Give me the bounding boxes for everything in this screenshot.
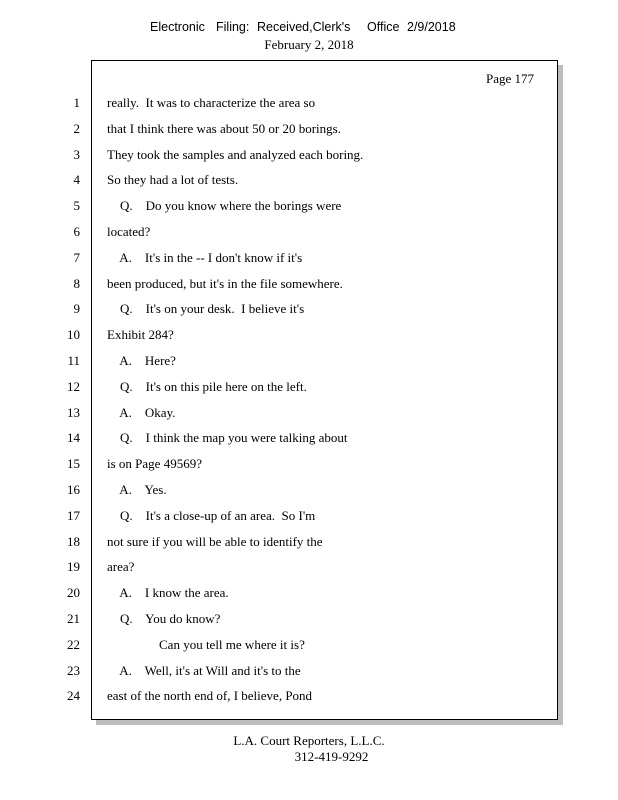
transcript-line (0, 611, 618, 631)
line-number: 19 (67, 559, 80, 575)
line-text: A. Well, it's at Will and it's to the (107, 662, 301, 678)
line-number: 12 (67, 378, 80, 394)
transcript-line (0, 276, 618, 296)
line-number: 13 (67, 404, 80, 420)
transcript-line (0, 482, 618, 502)
transcript-line (0, 430, 618, 450)
stamp-date: 2/9/2018 (407, 20, 456, 34)
line-text: Q. It's a close-up of an area. So I'm (107, 507, 316, 523)
line-number: 22 (67, 636, 80, 652)
footer-phone: 312-419-9292 (294, 749, 369, 764)
line-number: 5 (73, 198, 80, 214)
transcript-line (0, 534, 618, 554)
transcript-line (0, 456, 618, 476)
line-text: A. I know the area. (107, 585, 229, 601)
line-text: located? (107, 224, 151, 239)
line-text: Q. It's on this pile here on the left. (107, 378, 307, 394)
transcript-line (0, 353, 618, 373)
line-text: Q. It's on your desk. I believe it's (107, 301, 305, 317)
line-text: A. Okay. (107, 404, 176, 420)
line-text: They took the samples and analyzed each boring. (107, 146, 364, 162)
line-text: So they had a lot of tests. (107, 172, 239, 188)
stamp-filing: Filing: (216, 20, 250, 34)
line-text: A. Yes. (107, 482, 167, 497)
line-number: 4 (73, 172, 80, 188)
line-number: 15 (67, 456, 80, 472)
line-number: 7 (73, 249, 80, 265)
line-number: 1 (73, 95, 80, 110)
header-date: February 2, 2018 (264, 37, 354, 52)
line-number: 17 (67, 507, 80, 523)
transcript-line (0, 301, 618, 321)
transcript-line (0, 688, 618, 708)
line-number: 16 (67, 482, 80, 497)
line-text: A. Here? (107, 353, 176, 368)
line-number: 3 (73, 146, 80, 162)
footer-phone-row (0, 749, 618, 765)
transcript-line (0, 224, 618, 244)
transcript-line (0, 637, 618, 657)
transcript-line (0, 327, 618, 347)
line-number: 2 (73, 120, 80, 136)
line-text: been produced, but it's in the file somewhere. (107, 275, 343, 291)
transcript-line (0, 663, 618, 683)
line-text: area? (107, 559, 135, 575)
transcript-line (0, 379, 618, 399)
transcript-line (0, 250, 618, 270)
stamp-received: Received,Clerk's (257, 20, 351, 34)
line-text: Exhibit 284? (107, 327, 174, 343)
transcript-line (0, 559, 618, 579)
line-number: 11 (67, 353, 80, 368)
line-number: 20 (67, 585, 80, 601)
footer-company: L.A. Court Reporters, L.L.C. (233, 733, 385, 748)
transcript-line (0, 405, 618, 425)
line-text: really. It was to characterize the area so (107, 95, 316, 110)
line-number: 14 (67, 430, 80, 446)
filing-stamp (0, 20, 618, 38)
line-number: 9 (73, 301, 80, 317)
line-text: that I think there was about 50 or 20 borings. (107, 120, 341, 136)
transcript-line (0, 147, 618, 167)
transcript-line (0, 172, 618, 192)
line-number: 8 (73, 275, 80, 291)
transcript-line (0, 585, 618, 605)
transcript-line (0, 121, 618, 141)
line-text: A. It's in the -- I don't know if it's (107, 249, 303, 265)
line-number: 6 (73, 224, 80, 239)
line-number: 23 (67, 662, 80, 678)
line-text: Q. I think the map you were talking about (107, 430, 348, 446)
stamp-office: Office (367, 20, 400, 34)
line-number: 10 (67, 327, 80, 343)
line-text: is on Page 49569? (107, 456, 202, 472)
line-text: Q. Do you know where the borings were (107, 198, 342, 214)
filing-header (0, 20, 618, 60)
line-text: Q. You do know? (107, 611, 221, 626)
transcript-line (0, 95, 618, 115)
line-number: 24 (67, 688, 80, 704)
stamp-electronic: Electronic (150, 20, 205, 34)
transcript-line (0, 198, 618, 218)
line-number: 21 (67, 611, 80, 626)
line-text: not sure if you will be able to identify the (107, 533, 323, 549)
line-text: Can you tell me where it is? (107, 636, 305, 652)
line-text: east of the north end of, I believe, Pond (107, 688, 313, 704)
page-number: Page 177 (485, 71, 534, 86)
line-number: 18 (67, 533, 80, 549)
transcript-line (0, 508, 618, 528)
